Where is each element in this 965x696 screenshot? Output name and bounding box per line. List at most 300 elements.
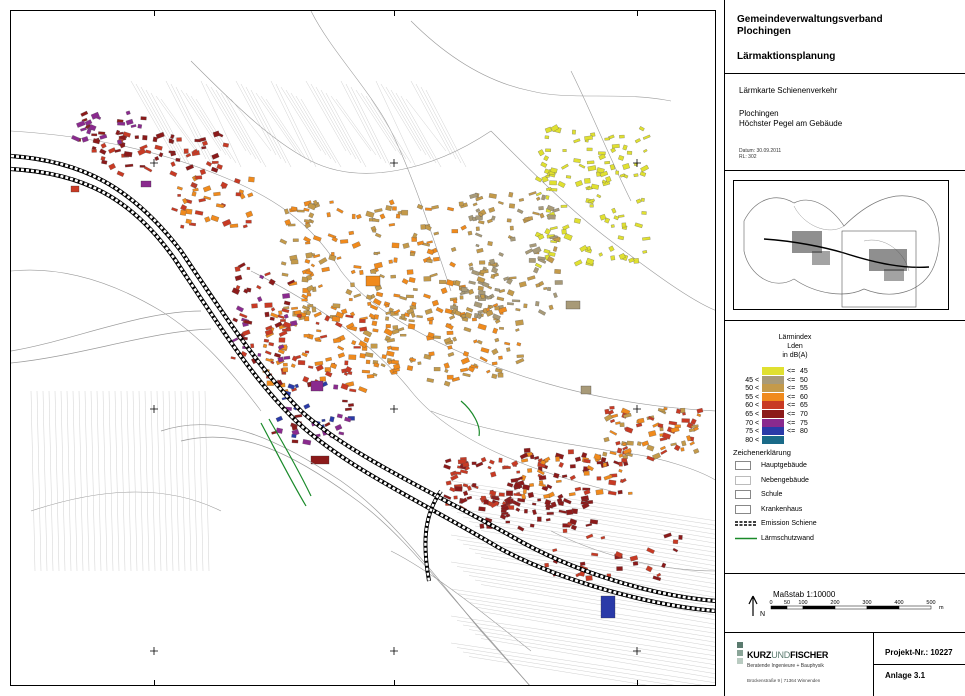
key-item	[735, 504, 935, 516]
building	[647, 445, 655, 452]
building	[466, 307, 473, 312]
building	[236, 193, 241, 197]
building	[609, 246, 615, 252]
company-name	[747, 650, 828, 660]
parcel-line	[475, 607, 716, 647]
building	[434, 232, 439, 235]
building	[460, 368, 468, 372]
building	[406, 295, 413, 298]
building	[538, 309, 546, 315]
building	[333, 304, 340, 309]
building	[159, 152, 163, 157]
building	[271, 361, 275, 364]
building	[391, 347, 398, 351]
grid-tick	[637, 680, 638, 685]
building	[545, 499, 551, 505]
building	[364, 337, 370, 342]
building	[359, 270, 363, 275]
building	[638, 418, 645, 423]
building	[488, 286, 492, 289]
building	[509, 204, 515, 209]
legend-class-lower: 45	[745, 376, 753, 384]
legend-class-le: <=	[787, 402, 796, 410]
building	[591, 553, 598, 556]
building	[525, 216, 533, 221]
building	[305, 242, 310, 244]
legend-class-lower: 75	[745, 428, 753, 436]
building	[250, 344, 254, 348]
building	[284, 301, 290, 306]
building	[601, 536, 605, 539]
building	[374, 208, 382, 212]
building	[375, 233, 381, 238]
scale-segment	[803, 606, 835, 609]
building	[311, 456, 329, 464]
building	[243, 225, 248, 229]
rl-line: RL: 302	[739, 154, 757, 160]
building	[574, 260, 582, 267]
building	[427, 317, 434, 321]
building	[251, 303, 257, 308]
building	[337, 257, 342, 260]
building	[597, 477, 601, 481]
building	[601, 596, 615, 618]
parcel-line	[475, 499, 716, 539]
map-date	[739, 148, 781, 160]
building	[553, 246, 557, 251]
building	[291, 434, 296, 438]
building	[469, 281, 476, 285]
building	[536, 283, 540, 287]
building	[448, 345, 453, 349]
key-item	[735, 460, 935, 472]
building	[258, 353, 261, 356]
building	[618, 155, 624, 160]
parcel-line	[127, 391, 131, 571]
building	[681, 447, 685, 451]
building	[541, 162, 548, 168]
building	[195, 139, 201, 142]
building	[545, 136, 549, 139]
building	[82, 136, 89, 142]
building	[653, 576, 661, 581]
building	[202, 141, 208, 146]
grid-cross-icon	[390, 405, 398, 413]
building	[400, 334, 406, 336]
building	[372, 321, 377, 326]
building	[265, 312, 270, 317]
building	[640, 165, 648, 172]
building	[469, 193, 478, 199]
building	[115, 149, 121, 153]
building	[298, 360, 305, 365]
building	[492, 328, 497, 334]
building	[620, 479, 624, 483]
building	[463, 373, 471, 377]
overview-map[interactable]	[733, 180, 949, 310]
building	[407, 365, 413, 370]
parcel-line	[163, 391, 167, 571]
building	[371, 270, 377, 274]
building	[642, 211, 647, 214]
building	[499, 458, 503, 463]
building	[192, 192, 197, 197]
building	[506, 521, 510, 523]
building	[530, 243, 537, 247]
annex-number: Anlage 3.1	[885, 671, 926, 680]
parcel-line	[481, 585, 716, 625]
building	[498, 373, 503, 377]
building	[362, 370, 370, 373]
map-place	[739, 109, 842, 129]
parcel-line	[139, 391, 143, 571]
parcel-line	[115, 391, 119, 571]
building	[366, 276, 380, 286]
building	[599, 253, 603, 257]
building	[675, 425, 681, 428]
building	[637, 442, 641, 446]
building	[620, 423, 624, 427]
legend-swatch	[762, 419, 784, 427]
building	[547, 287, 551, 291]
building	[627, 151, 632, 155]
building	[373, 298, 381, 305]
building	[429, 352, 435, 356]
building	[498, 356, 502, 360]
building	[640, 172, 646, 177]
company-subtitle: Beratende Ingenieure + Bauphysik	[747, 663, 824, 669]
building	[141, 181, 151, 187]
building	[572, 130, 576, 134]
building	[628, 492, 632, 495]
grid-tick	[394, 680, 395, 685]
building	[508, 192, 513, 197]
building	[489, 460, 494, 465]
building	[610, 419, 615, 423]
building	[427, 241, 433, 244]
building	[335, 322, 342, 328]
building	[447, 207, 454, 211]
building	[697, 413, 701, 416]
parcel-line	[169, 391, 173, 571]
building	[486, 370, 490, 373]
building	[604, 474, 613, 480]
building	[270, 317, 275, 321]
grid-cross-icon	[390, 647, 398, 655]
building	[292, 440, 298, 443]
building	[193, 188, 199, 192]
building	[453, 337, 457, 342]
building	[76, 121, 85, 128]
building	[511, 478, 518, 482]
legend-class-upper: 55	[800, 385, 808, 393]
building	[608, 480, 616, 486]
building	[586, 523, 592, 526]
building	[295, 384, 299, 388]
parcel-line	[85, 391, 89, 571]
building	[282, 293, 290, 298]
building	[529, 191, 537, 195]
building	[611, 224, 615, 227]
building	[618, 490, 623, 494]
building	[138, 124, 142, 128]
key-item-label: Hauptgebäude	[761, 462, 807, 469]
building	[584, 136, 592, 141]
building	[446, 481, 452, 486]
key-item-label: Emission Schiene	[761, 520, 817, 528]
building	[453, 472, 461, 475]
company-name-part1: KURZ	[747, 650, 772, 660]
building	[333, 338, 341, 343]
building	[325, 422, 331, 427]
building	[570, 464, 575, 468]
building	[212, 153, 220, 159]
building	[318, 284, 323, 288]
building	[316, 330, 321, 333]
building	[221, 182, 228, 189]
building	[681, 441, 686, 447]
building	[264, 339, 269, 343]
building	[409, 319, 415, 322]
box-symbol-icon	[735, 490, 751, 499]
building	[447, 375, 453, 379]
key-item	[735, 489, 935, 501]
building	[320, 335, 327, 339]
building	[507, 289, 514, 296]
building	[469, 267, 473, 270]
scale-unit: m	[939, 605, 944, 611]
building	[535, 263, 542, 268]
building	[499, 493, 505, 497]
map-area[interactable]	[10, 10, 716, 686]
building	[643, 135, 650, 140]
building	[199, 198, 206, 202]
building	[284, 209, 289, 215]
scale-segment	[771, 606, 787, 609]
building	[352, 241, 361, 248]
divider	[725, 170, 965, 171]
legend-class-le: <=	[787, 385, 796, 393]
legend-swatch	[762, 376, 784, 384]
building	[278, 315, 285, 319]
building	[519, 281, 526, 287]
building	[537, 517, 541, 522]
building	[382, 354, 387, 359]
scale-tick-label: 500	[926, 600, 936, 606]
building	[416, 315, 422, 318]
building	[450, 306, 458, 310]
building	[354, 265, 362, 268]
building	[443, 464, 450, 469]
building	[566, 301, 580, 309]
legend-swatch	[762, 367, 784, 375]
building	[587, 148, 592, 151]
building	[612, 144, 620, 148]
building	[439, 280, 446, 284]
building	[291, 207, 297, 212]
parcel-line	[411, 81, 451, 155]
building	[126, 119, 133, 125]
building	[661, 450, 668, 455]
key-item-label: Nebengebäude	[761, 476, 809, 484]
building	[536, 192, 542, 196]
building	[91, 134, 97, 136]
place-name: Plochingen	[739, 109, 779, 118]
building	[304, 316, 309, 321]
building	[380, 274, 385, 278]
building	[600, 214, 606, 220]
building	[517, 355, 524, 358]
legend-index: Lärmindex	[778, 334, 812, 341]
building	[545, 195, 549, 199]
building	[539, 475, 546, 480]
building	[658, 423, 663, 428]
building	[535, 301, 539, 306]
building	[367, 302, 371, 306]
parcel-line	[146, 90, 186, 163]
building	[332, 316, 340, 322]
building	[492, 362, 497, 365]
parcel-line	[43, 391, 47, 571]
building	[643, 250, 648, 253]
building	[182, 198, 187, 204]
building	[682, 412, 685, 415]
building	[611, 255, 616, 260]
building	[477, 340, 482, 344]
scale-tick-label: 0	[769, 600, 773, 606]
building	[617, 566, 623, 570]
building	[634, 174, 639, 177]
building	[186, 164, 194, 170]
building	[492, 348, 499, 355]
building	[454, 486, 462, 491]
box-symbol-icon	[735, 505, 751, 514]
building	[611, 148, 616, 153]
building	[280, 239, 287, 245]
company-name-part3: FISCHER	[790, 650, 829, 660]
building	[671, 443, 677, 446]
building	[386, 324, 391, 328]
building	[481, 457, 486, 462]
parcel-line	[231, 99, 271, 151]
building	[657, 573, 661, 577]
building	[305, 259, 310, 264]
building	[545, 149, 550, 152]
building	[454, 496, 458, 499]
building	[664, 533, 672, 539]
building	[536, 197, 540, 201]
parcel-line	[199, 391, 203, 571]
legend-class-lt: <	[755, 411, 760, 418]
building	[495, 338, 499, 342]
building	[541, 195, 545, 200]
building	[535, 176, 542, 182]
building	[506, 348, 510, 352]
building	[633, 562, 638, 566]
building	[515, 320, 523, 326]
parcel-line	[161, 99, 201, 155]
building	[525, 249, 533, 255]
building	[527, 275, 535, 280]
building	[305, 351, 309, 354]
building	[231, 357, 236, 360]
building	[230, 224, 238, 228]
building	[533, 267, 539, 273]
building	[354, 346, 361, 348]
building	[425, 309, 433, 315]
parcel-line	[236, 81, 276, 155]
building	[553, 293, 557, 298]
building	[322, 419, 326, 422]
building	[616, 171, 619, 175]
building	[510, 226, 514, 230]
building	[239, 313, 247, 318]
parcel-line	[175, 391, 179, 571]
building	[411, 312, 416, 318]
legend-class-lower: 60	[745, 402, 753, 410]
building	[349, 298, 352, 301]
building	[471, 270, 479, 276]
building	[647, 548, 655, 554]
building	[444, 381, 450, 387]
building	[484, 500, 489, 505]
legend-swatch	[762, 393, 784, 401]
grid-tick	[637, 11, 638, 16]
building	[480, 524, 485, 529]
scale-tick-label: 300	[862, 600, 872, 606]
key-item-label: Lärmschutzwand	[761, 535, 814, 542]
building	[610, 406, 615, 409]
building	[561, 205, 567, 208]
parcel-line	[109, 391, 113, 571]
building	[325, 371, 332, 377]
building	[444, 369, 448, 373]
parcel-line	[187, 391, 191, 571]
building	[478, 507, 485, 512]
building	[101, 160, 107, 164]
legend-class-lt: <	[755, 402, 760, 410]
building	[126, 111, 131, 115]
parcel-line	[481, 612, 716, 652]
building	[331, 252, 334, 255]
parcel-line	[157, 391, 161, 571]
parcel-line	[276, 84, 316, 167]
building	[519, 198, 524, 201]
building	[117, 140, 122, 144]
building	[491, 267, 498, 273]
building	[325, 367, 331, 372]
building	[514, 493, 522, 496]
building	[464, 327, 471, 332]
legend-class-upper: 75	[800, 419, 808, 427]
legend-class-lt: <	[755, 419, 760, 427]
date-line: Datum: 30.09.2011	[739, 148, 782, 154]
organization	[737, 14, 883, 38]
building	[643, 149, 647, 152]
building	[619, 469, 623, 472]
building	[540, 213, 545, 218]
building	[449, 315, 455, 320]
building	[463, 491, 468, 496]
building	[562, 475, 567, 478]
project-number: Projekt-Nr.: 10227	[885, 648, 953, 657]
building	[180, 210, 186, 216]
building	[610, 430, 617, 435]
building	[478, 291, 485, 295]
building	[384, 328, 393, 336]
building	[203, 186, 211, 193]
scale-segment	[867, 606, 899, 609]
